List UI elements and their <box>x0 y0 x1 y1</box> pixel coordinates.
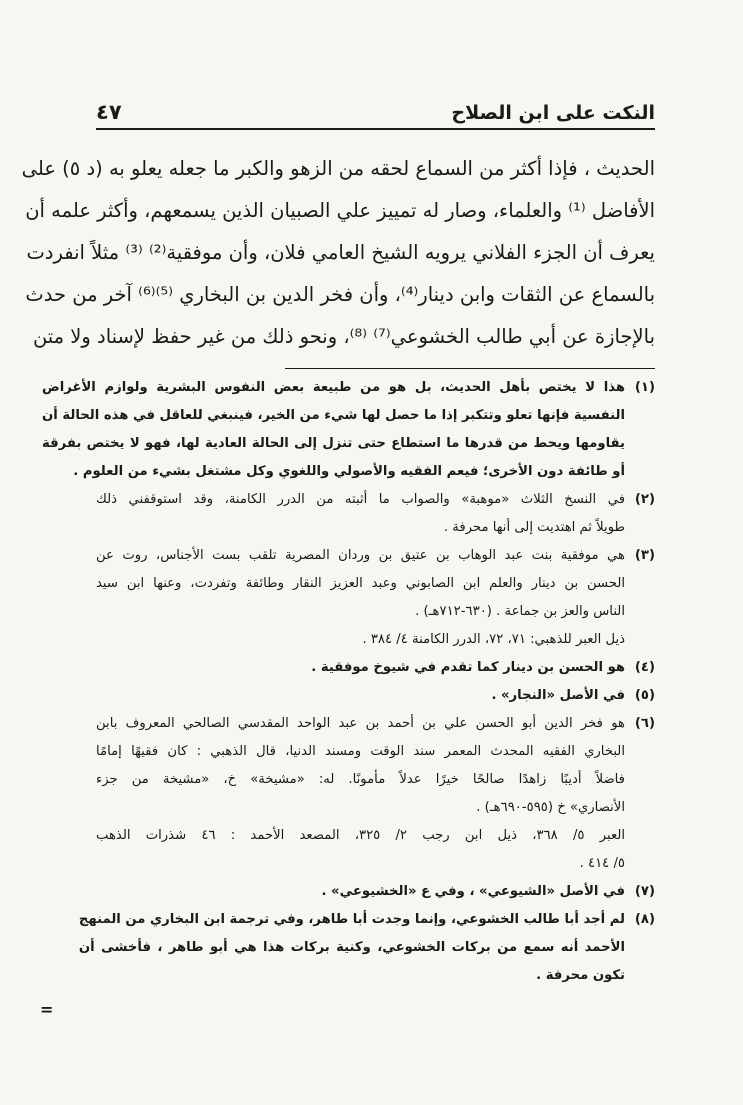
footnote-line: في الأصل «النجار» . <box>491 688 625 703</box>
footnote <box>96 486 655 542</box>
footnote-number: (١) <box>634 380 655 395</box>
footnote-source-line: العبر ٥/ ٣٦٨، ذيل ابن رجب ٢/ ٣٢٥، المصعد الأحمد : ٤٦ شذرات الذهب <box>96 828 625 843</box>
footnote-line: هو فخر الدين أبو الحسن علي بن أحمد بن عبد الواحد المقدسي الصالحي المعروف بابن <box>96 716 625 731</box>
footnote <box>96 542 655 654</box>
footnote-line: الحسن بن دينار والعلم ابن الصابوني وعبد العزيز النقار وطائفة وتفردت، وعنها ابن سيد <box>96 576 625 591</box>
footnote <box>42 374 655 486</box>
footnote-number: (٣) <box>634 548 655 563</box>
footnote-body <box>79 906 625 990</box>
footnote-line: هي موفقية بنت عبد الوهاب بن عتيق بن وردان المصرية تلقب بست الأجناس، روت عن <box>96 548 625 563</box>
footnote <box>96 654 655 682</box>
footnote-line: هذا لا يختص بأهل الحديث، بل هو من طبيعة بعض النفوس البشرية ولوازم الأغراض <box>42 380 625 395</box>
footnote-number: (٧) <box>634 884 655 899</box>
footnote-line: تكون محرفة . <box>536 968 625 983</box>
footnote-body <box>96 654 625 682</box>
running-header <box>96 96 655 130</box>
footnote-line: الناس والعز بن جماعة . (٦٣٠-٧١٢هـ) . <box>415 604 625 619</box>
page-number: ٤٧ <box>96 100 122 124</box>
footnote-body <box>96 486 625 542</box>
footnote-number: (٥) <box>634 688 655 703</box>
footnote-body <box>96 878 625 906</box>
footnote-line: أو طائفة دون الأخرى؛ فيعم الفقيه والأصولي واللغوي وكل مشتغل بشيء من العلوم . <box>73 464 625 479</box>
footnote-separator <box>285 368 655 369</box>
footnote-number: (٦) <box>634 716 655 731</box>
footnote-source-line: ٥/ ٤١٤ . <box>579 856 625 871</box>
footnote-number: (٤) <box>634 660 655 675</box>
footnote-number: (٨) <box>634 912 655 927</box>
footnote-line: لم أجد أبا طالب الخشوعي، وإنما وجدت أبا طاهر، وفي ترجمة ابن البخاري من المنهج <box>78 912 625 927</box>
footnote-line: النفسية فإنها تعلو وتتكبر إذا ما حصل لها شيء من الخير، فينبغي للعاقل في هذه الحالة أن <box>42 408 625 423</box>
main-text-line: بالسماع عن الثقات وابن دينار⁽⁴⁾، وأن فخر الدين بن البخاري ⁽⁵⁾⁽⁶⁾ آخر من حدث <box>25 283 655 306</box>
footnote <box>96 682 655 710</box>
main-text <box>21 148 655 358</box>
footnote <box>96 878 655 906</box>
margin-mark: = <box>40 1000 54 1019</box>
footnote-body <box>96 542 625 654</box>
footnote-line: هو الحسن بن دينار كما تقدم في شيوخ موفقية . <box>311 660 625 675</box>
footnote-source: ذيل العبر للذهبي: ٧١، ٧٢، الدرر الكامنة ٤/ ٣٨٤ . <box>362 632 625 647</box>
footnote-line: يقاومها ويحط من قدرها ما استطاع حتى تنزل إلى الحالة العادية لها، فهو لا يختص بفرقة <box>42 436 625 451</box>
book-title: النكت على ابن الصلاح <box>451 102 655 124</box>
main-text-line: الحديث ، فإذا أكثر من السماع لحقه من الزهو والكبر ما جعله يعلو به (د ٥) على <box>21 157 655 180</box>
footnote-body <box>42 374 625 486</box>
footnote-line: الأحمد أنه سمع من بركات الخشوعي، وكنية بركات هذا هي أبو طاهر ، فأخشى أن <box>78 940 625 955</box>
footnote-line: طويلاً ثم اهتديت إلى أنها محرفة . <box>443 520 625 535</box>
footnote-number: (٢) <box>634 492 655 507</box>
footnote-body <box>96 682 625 710</box>
footnote-line: فاضلاً أديبًا زاهدًا صالحًا خيرًا عدلاً مأمونًا. له: «مشيخة» خ، «مشيخة من جزء <box>96 772 625 787</box>
footnote <box>78 906 655 990</box>
footnotes <box>42 374 655 990</box>
footnote-line: البخاري الفقيه المحدث المعمر سند الوقت ومسند الدنيا، قال الذهبي : كان فقيهًا إمامًا <box>96 744 625 759</box>
footnote <box>96 710 655 878</box>
footnote-line: الأنصاري» خ (٥٩٥-٦٩٠هـ) . <box>476 800 625 815</box>
main-text-line: الأفاضل ⁽¹⁾ والعلماء، وصار له تمييز علي الصبيان الذين يسمعهم، وأكثر علمه أن <box>25 199 655 222</box>
footnote-line: في النسخ الثلاث «موهبة» والصواب ما أثبته من الدرر الكامنة، وقد استوقفني ذلك <box>96 492 625 507</box>
footnote-body <box>96 710 625 878</box>
main-text-line: يعرف أن الجزء الفلاني يرويه الشيخ العامي فلان، وأن موفقية⁽²⁾ ⁽³⁾ مثلاً انفردت <box>26 241 655 264</box>
footnote-line: في الأصل «الشيوعي» ، وفي ع «الخشيوعي» . <box>321 884 625 899</box>
main-text-line: بالإجازة عن أبي طالب الخشوعي⁽⁷⁾ ⁽⁸⁾، ونحو ذلك من غير حفظ لإسناد ولا متن <box>32 325 655 348</box>
